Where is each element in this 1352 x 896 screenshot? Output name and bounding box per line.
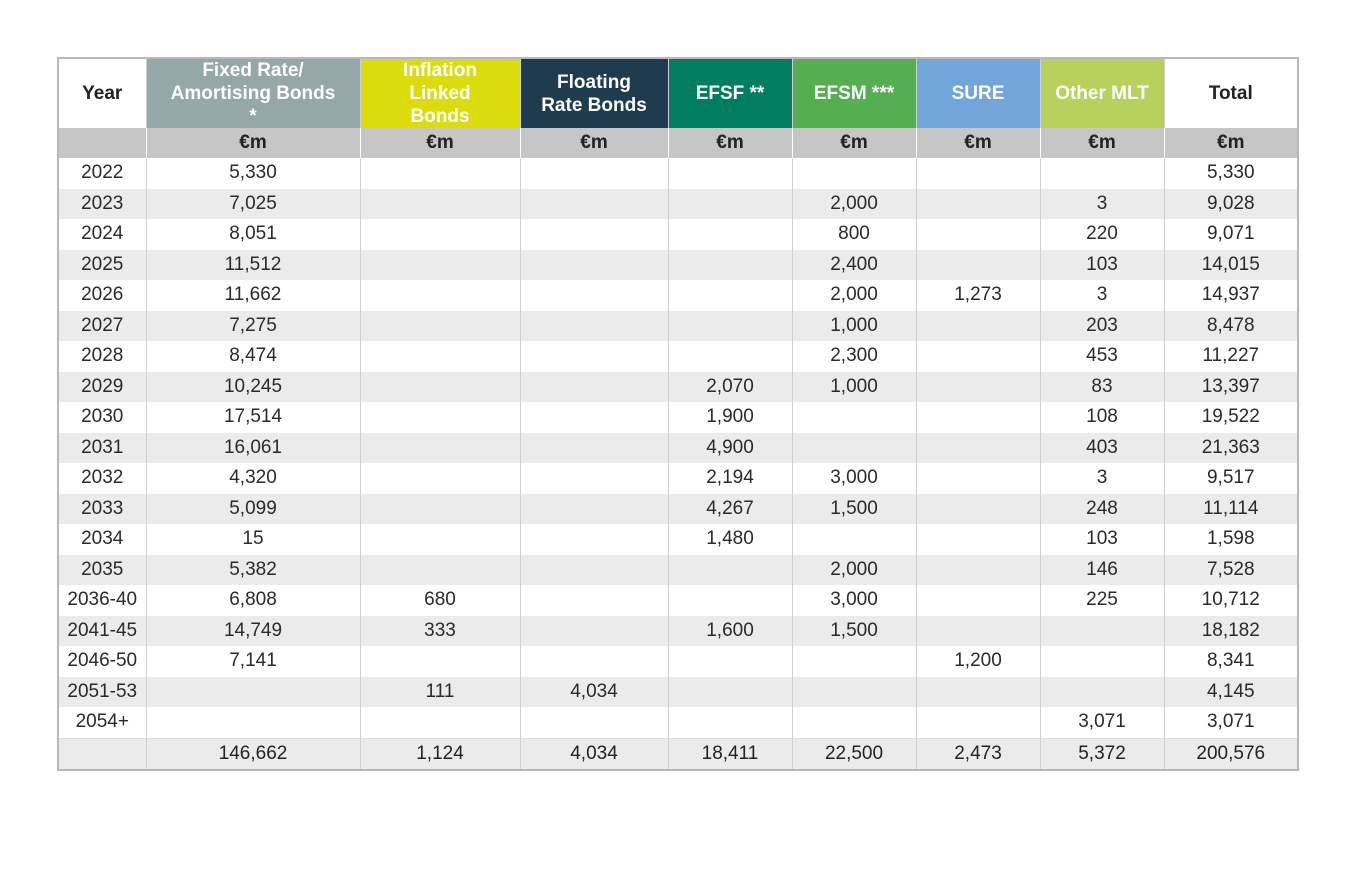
cell-inflation-linked (360, 555, 520, 586)
cell-sure (916, 311, 1040, 342)
cell-efsf: 2,194 (668, 463, 792, 494)
header-year: Year (58, 58, 146, 128)
cell-fixed-rate (146, 707, 360, 738)
cell-efsf (668, 341, 792, 372)
cell-floating-rate (520, 463, 668, 494)
cell-efsm: 1,000 (792, 372, 916, 403)
cell-other-mlt: 103 (1040, 524, 1164, 555)
total-inflation-linked: 1,124 (360, 738, 520, 770)
cell-fixed-rate: 11,662 (146, 280, 360, 311)
cell-total: 7,528 (1164, 555, 1298, 586)
table-row (58, 677, 1298, 708)
cell-sure (916, 402, 1040, 433)
total-year (58, 738, 146, 770)
cell-inflation-linked: 111 (360, 677, 520, 708)
table-row (58, 494, 1298, 525)
header-sure: SURE (916, 58, 1040, 128)
table-row (58, 280, 1298, 311)
unit-sure: €m (916, 128, 1040, 158)
cell-total: 9,028 (1164, 189, 1298, 220)
cell-total: 8,341 (1164, 646, 1298, 677)
cell-year: 2032 (58, 463, 146, 494)
cell-total: 9,071 (1164, 219, 1298, 250)
header-other-mlt: Other MLT (1040, 58, 1164, 128)
cell-efsm: 2,400 (792, 250, 916, 281)
total-floating-rate: 4,034 (520, 738, 668, 770)
cell-floating-rate (520, 646, 668, 677)
cell-floating-rate (520, 585, 668, 616)
cell-fixed-rate: 16,061 (146, 433, 360, 464)
cell-efsm (792, 524, 916, 555)
unit-efsm: €m (792, 128, 916, 158)
cell-efsm (792, 707, 916, 738)
cell-fixed-rate: 7,141 (146, 646, 360, 677)
unit-other-mlt: €m (1040, 128, 1164, 158)
cell-year: 2041-45 (58, 616, 146, 647)
cell-year: 2030 (58, 402, 146, 433)
cell-fixed-rate: 7,275 (146, 311, 360, 342)
unit-inflation-linked: €m (360, 128, 520, 158)
cell-other-mlt: 453 (1040, 341, 1164, 372)
cell-efsf (668, 250, 792, 281)
cell-fixed-rate: 15 (146, 524, 360, 555)
table-row (58, 707, 1298, 738)
cell-efsf (668, 555, 792, 586)
table-row (58, 402, 1298, 433)
totals-row (58, 738, 1298, 770)
cell-floating-rate (520, 219, 668, 250)
cell-fixed-rate: 4,320 (146, 463, 360, 494)
cell-sure (916, 341, 1040, 372)
cell-total: 13,397 (1164, 372, 1298, 403)
cell-year: 2031 (58, 433, 146, 464)
redemption-table-container (57, 57, 1297, 771)
cell-efsf: 1,900 (668, 402, 792, 433)
cell-inflation-linked (360, 707, 520, 738)
cell-total: 11,227 (1164, 341, 1298, 372)
cell-floating-rate (520, 250, 668, 281)
table-row (58, 616, 1298, 647)
table-row (58, 311, 1298, 342)
cell-total: 9,517 (1164, 463, 1298, 494)
cell-sure: 1,273 (916, 280, 1040, 311)
cell-efsf (668, 677, 792, 708)
cell-efsm: 2,000 (792, 555, 916, 586)
cell-efsm: 3,000 (792, 585, 916, 616)
header-inflation-linked: Inflation Linked Bonds (360, 58, 520, 128)
unit-year (58, 128, 146, 158)
cell-efsf (668, 189, 792, 220)
table-row (58, 433, 1298, 464)
cell-efsf: 1,480 (668, 524, 792, 555)
cell-efsm: 1,000 (792, 311, 916, 342)
cell-efsf (668, 707, 792, 738)
cell-efsf: 4,900 (668, 433, 792, 464)
cell-fixed-rate: 14,749 (146, 616, 360, 647)
cell-year: 2026 (58, 280, 146, 311)
cell-year: 2029 (58, 372, 146, 403)
cell-sure (916, 219, 1040, 250)
cell-inflation-linked (360, 219, 520, 250)
total-total: 200,576 (1164, 738, 1298, 770)
header-efsf: EFSF ** (668, 58, 792, 128)
cell-other-mlt: 146 (1040, 555, 1164, 586)
cell-floating-rate (520, 494, 668, 525)
cell-inflation-linked (360, 646, 520, 677)
cell-year: 2036-40 (58, 585, 146, 616)
cell-floating-rate (520, 372, 668, 403)
cell-inflation-linked (360, 250, 520, 281)
cell-fixed-rate: 8,474 (146, 341, 360, 372)
table-body (58, 158, 1298, 738)
cell-efsm: 1,500 (792, 494, 916, 525)
cell-year: 2054+ (58, 707, 146, 738)
cell-efsm (792, 402, 916, 433)
cell-year: 2023 (58, 189, 146, 220)
cell-sure (916, 494, 1040, 525)
cell-efsf: 4,267 (668, 494, 792, 525)
cell-floating-rate (520, 433, 668, 464)
header-total: Total (1164, 58, 1298, 128)
cell-inflation-linked (360, 189, 520, 220)
cell-inflation-linked (360, 280, 520, 311)
cell-other-mlt (1040, 158, 1164, 189)
table-row (58, 158, 1298, 189)
cell-total: 4,145 (1164, 677, 1298, 708)
cell-efsm (792, 158, 916, 189)
cell-efsm: 800 (792, 219, 916, 250)
cell-sure (916, 616, 1040, 647)
table-row (58, 585, 1298, 616)
cell-efsf (668, 158, 792, 189)
cell-other-mlt: 248 (1040, 494, 1164, 525)
cell-other-mlt (1040, 646, 1164, 677)
cell-total: 19,522 (1164, 402, 1298, 433)
cell-efsf (668, 280, 792, 311)
cell-efsm: 2,000 (792, 280, 916, 311)
table-row (58, 463, 1298, 494)
cell-efsm (792, 433, 916, 464)
cell-other-mlt: 403 (1040, 433, 1164, 464)
cell-other-mlt: 3 (1040, 463, 1164, 494)
cell-year: 2046-50 (58, 646, 146, 677)
table-row (58, 189, 1298, 220)
cell-fixed-rate: 10,245 (146, 372, 360, 403)
cell-fixed-rate: 11,512 (146, 250, 360, 281)
cell-sure (916, 463, 1040, 494)
cell-fixed-rate: 5,330 (146, 158, 360, 189)
cell-other-mlt: 83 (1040, 372, 1164, 403)
total-sure: 2,473 (916, 738, 1040, 770)
cell-inflation-linked (360, 372, 520, 403)
cell-inflation-linked (360, 158, 520, 189)
units-row (58, 128, 1298, 158)
cell-efsf (668, 219, 792, 250)
cell-other-mlt: 3 (1040, 280, 1164, 311)
cell-efsf: 1,600 (668, 616, 792, 647)
cell-total: 10,712 (1164, 585, 1298, 616)
cell-sure (916, 158, 1040, 189)
cell-fixed-rate: 8,051 (146, 219, 360, 250)
cell-sure (916, 524, 1040, 555)
cell-sure (916, 707, 1040, 738)
unit-fixed-rate: €m (146, 128, 360, 158)
cell-total: 14,015 (1164, 250, 1298, 281)
cell-floating-rate (520, 616, 668, 647)
cell-total: 11,114 (1164, 494, 1298, 525)
unit-total: €m (1164, 128, 1298, 158)
cell-inflation-linked (360, 341, 520, 372)
table-row (58, 555, 1298, 586)
cell-other-mlt: 3,071 (1040, 707, 1164, 738)
unit-efsf: €m (668, 128, 792, 158)
cell-year: 2022 (58, 158, 146, 189)
cell-year: 2027 (58, 311, 146, 342)
cell-floating-rate (520, 524, 668, 555)
cell-inflation-linked: 333 (360, 616, 520, 647)
total-other-mlt: 5,372 (1040, 738, 1164, 770)
cell-efsm: 3,000 (792, 463, 916, 494)
cell-other-mlt: 108 (1040, 402, 1164, 433)
cell-efsf: 2,070 (668, 372, 792, 403)
cell-floating-rate (520, 341, 668, 372)
cell-other-mlt: 220 (1040, 219, 1164, 250)
table-row (58, 219, 1298, 250)
table-row (58, 524, 1298, 555)
cell-total: 1,598 (1164, 524, 1298, 555)
cell-inflation-linked (360, 494, 520, 525)
cell-inflation-linked (360, 311, 520, 342)
cell-other-mlt: 225 (1040, 585, 1164, 616)
table-row (58, 250, 1298, 281)
cell-efsm: 1,500 (792, 616, 916, 647)
cell-floating-rate: 4,034 (520, 677, 668, 708)
cell-efsm (792, 646, 916, 677)
header-efsm: EFSM *** (792, 58, 916, 128)
cell-efsm: 2,300 (792, 341, 916, 372)
cell-floating-rate (520, 158, 668, 189)
cell-floating-rate (520, 311, 668, 342)
cell-efsf (668, 585, 792, 616)
cell-other-mlt (1040, 616, 1164, 647)
cell-efsm (792, 677, 916, 708)
cell-fixed-rate: 7,025 (146, 189, 360, 220)
table-row (58, 372, 1298, 403)
cell-sure (916, 585, 1040, 616)
header-fixed-rate: Fixed Rate/ Amortising Bonds * (146, 58, 360, 128)
cell-efsm: 2,000 (792, 189, 916, 220)
cell-other-mlt: 3 (1040, 189, 1164, 220)
cell-inflation-linked (360, 433, 520, 464)
cell-sure (916, 250, 1040, 281)
cell-fixed-rate: 6,808 (146, 585, 360, 616)
cell-year: 2024 (58, 219, 146, 250)
header-row (58, 58, 1298, 128)
cell-year: 2035 (58, 555, 146, 586)
header-floating-rate: Floating Rate Bonds (520, 58, 668, 128)
cell-inflation-linked: 680 (360, 585, 520, 616)
cell-total: 21,363 (1164, 433, 1298, 464)
cell-year: 2034 (58, 524, 146, 555)
cell-sure (916, 372, 1040, 403)
cell-floating-rate (520, 402, 668, 433)
cell-total: 8,478 (1164, 311, 1298, 342)
cell-total: 18,182 (1164, 616, 1298, 647)
table-row (58, 646, 1298, 677)
cell-total: 5,330 (1164, 158, 1298, 189)
cell-year: 2025 (58, 250, 146, 281)
cell-total: 3,071 (1164, 707, 1298, 738)
cell-sure (916, 555, 1040, 586)
cell-year: 2051-53 (58, 677, 146, 708)
table-row (58, 341, 1298, 372)
cell-floating-rate (520, 707, 668, 738)
cell-efsf (668, 646, 792, 677)
cell-sure (916, 677, 1040, 708)
cell-sure (916, 189, 1040, 220)
cell-inflation-linked (360, 463, 520, 494)
cell-other-mlt: 203 (1040, 311, 1164, 342)
total-fixed-rate: 146,662 (146, 738, 360, 770)
cell-sure: 1,200 (916, 646, 1040, 677)
cell-fixed-rate: 5,382 (146, 555, 360, 586)
cell-fixed-rate: 17,514 (146, 402, 360, 433)
cell-year: 2028 (58, 341, 146, 372)
unit-floating-rate: €m (520, 128, 668, 158)
total-efsf: 18,411 (668, 738, 792, 770)
cell-fixed-rate (146, 677, 360, 708)
redemption-table (57, 57, 1299, 771)
cell-floating-rate (520, 280, 668, 311)
cell-inflation-linked (360, 402, 520, 433)
cell-other-mlt (1040, 677, 1164, 708)
cell-other-mlt: 103 (1040, 250, 1164, 281)
cell-floating-rate (520, 555, 668, 586)
cell-year: 2033 (58, 494, 146, 525)
cell-sure (916, 433, 1040, 464)
total-efsm: 22,500 (792, 738, 916, 770)
cell-total: 14,937 (1164, 280, 1298, 311)
cell-floating-rate (520, 189, 668, 220)
cell-efsf (668, 311, 792, 342)
cell-fixed-rate: 5,099 (146, 494, 360, 525)
cell-inflation-linked (360, 524, 520, 555)
